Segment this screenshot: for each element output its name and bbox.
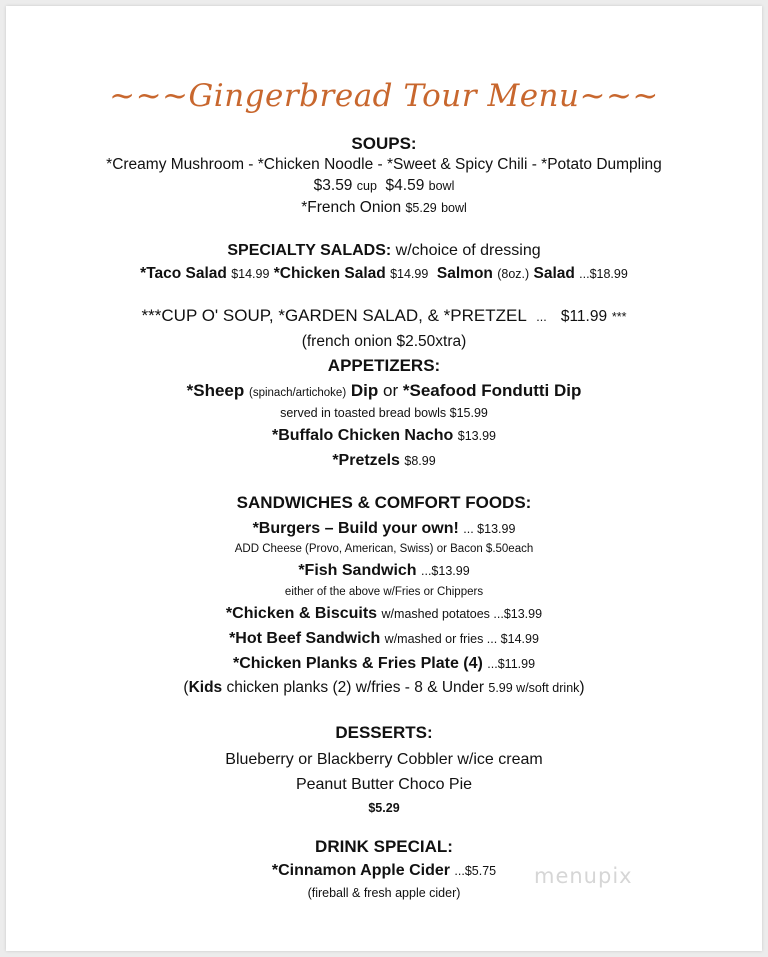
sandwiches-biscuits: *Chicken & Biscuits w/mashed potatoes ...$13.99 — [225, 605, 543, 622]
sandwiches-fish-note: either of the above w/Fries or Chippers — [284, 586, 484, 598]
drink-heading: DRINK SPECIAL: — [315, 837, 453, 856]
sandwiches-planks: *Chicken Planks & Fries Plate (4) ...$11.99 — [232, 655, 536, 672]
drink-note: (fireball & fresh apple cider) — [307, 886, 461, 900]
appetizers-dip-note: served in toasted bread bowls $15.99 — [280, 406, 488, 420]
sandwiches-kids: (Kids chicken planks (2) w/fries - 8 & Under 5.99 w/soft drink) — [183, 679, 585, 696]
soups-heading: SOUPS: — [351, 134, 417, 153]
desserts-price: $5.29 — [368, 801, 400, 815]
menupix-watermark: menupix — [534, 864, 633, 888]
soups-items: *Creamy Mushroom - *Chicken Noodle - *Sweet & Spicy Chili - *Potato Dumpling — [106, 156, 662, 173]
sandwiches-heading: SANDWICHES & COMFORT FOODS: — [236, 493, 532, 512]
desserts-pie: Peanut Butter Choco Pie — [295, 776, 473, 793]
menu-page — [6, 6, 762, 951]
drink-cider: *Cinnamon Apple Cider ...$5.75 — [271, 862, 497, 879]
sandwiches-fish: *Fish Sandwich ...$13.99 — [298, 562, 470, 579]
desserts-cobbler: Blueberry or Blackberry Cobbler w/ice cream — [225, 751, 543, 768]
appetizers-heading: APPETIZERS: — [327, 356, 441, 375]
desserts-heading: DESSERTS: — [335, 723, 433, 742]
appetizers-dips: *Sheep (spinach/artichoke) Dip or *Seafood Fondutti Dip — [186, 381, 582, 400]
menu-title: ~~~Gingerbread Tour Menu~~~ — [109, 78, 659, 114]
sandwiches-beef: *Hot Beef Sandwich w/mashed or fries ... $14.99 — [229, 630, 539, 647]
combo-note: (french onion $2.50xtra) — [301, 333, 467, 350]
sandwiches-burgers-note: ADD Cheese (Provo, American, Swiss) or Bacon $.50each — [234, 543, 534, 555]
salads-items: *Taco Salad $14.99 *Chicken Salad $14.99 Salmon (8oz.) Salad ...$18.99 — [140, 265, 628, 282]
appetizers-nacho: *Buffalo Chicken Nacho $13.99 — [271, 427, 497, 444]
sandwiches-burgers: *Burgers – Build your own! ... $13.99 — [252, 520, 516, 537]
soups-french-onion: *French Onion $5.29 bowl — [301, 199, 467, 216]
soups-prices: $3.59 cup $4.59 bowl — [313, 177, 455, 194]
combo-line: ***CUP O' SOUP, *GARDEN SALAD, & *PRETZEL ... $11.99 *** — [141, 306, 627, 325]
appetizers-pretzels: *Pretzels $8.99 — [332, 452, 436, 469]
salads-heading: SPECIALTY SALADS: w/choice of dressing — [227, 242, 541, 259]
